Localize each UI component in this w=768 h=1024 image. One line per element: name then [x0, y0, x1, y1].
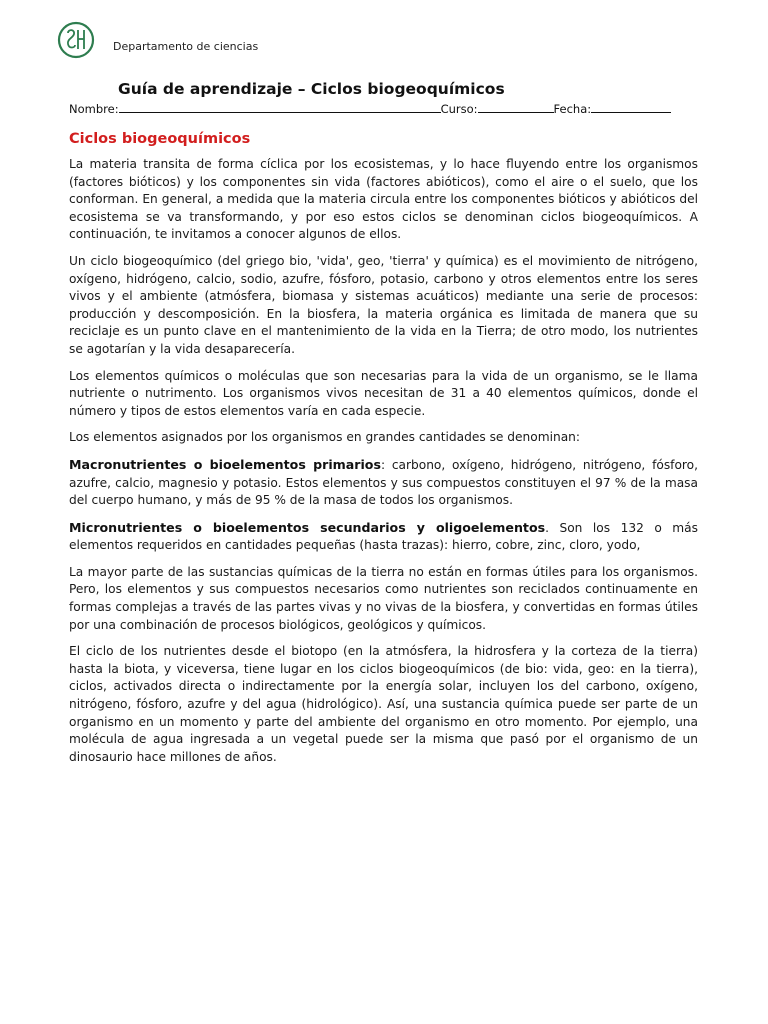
paragraph-nutrient-cycle: El ciclo de los nutrientes desde el biotopo (en la atmósfera, la hidrosfera y la corteza de la tierra) hasta la biota, y viceversa, tiene lugar en los ciclos biogeoquímicos (de bio: vida, geo: en la tierra), ciclos, activados directa o indirectamente por la energía solar, incluyen los del carbono, oxígeno, nitrógeno, fósforo, azufre y del agua (hidrológico). Así, una sustancia química puede ser parte de un organismo en un momento y parte del ambiente del organismo en otro momento. Por ejemplo, una molécula de agua ingresada a un vegetal puede ser la misma que pasó por el organismo de un dinosaurio hace millones de años.	[69, 644, 698, 764]
micronutrients-text: . Son los 132 o más elementos requeridos en cantidades pequeñas (hasta trazas): hierro, cobre, zinc, cloro, yodo,	[69, 520, 698, 553]
paragraph-nutrients: Los elementos químicos o moléculas que son necesarias para la vida de un organismo, se le llama nutriente o nutrimento. Los organismos vivos necesitan de 31 a 40 elementos químicos, donde el número y tipos de estos elementos varía en cada especie.	[69, 368, 698, 418]
course-field[interactable]	[478, 101, 554, 113]
micronutrients-term: Micronutrientes o bioelementos secundarios y oligoelementos	[69, 519, 546, 535]
macronutrients-term: Macronutrientes o bioelementos primarios	[69, 456, 381, 472]
macronutrients-text: : carbono, oxígeno, hidrógeno, nitrógeno, fósforo, azufre, calcio, magnesio y potasio. Estos elementos y sus compuestos constituyen el 97 % de la masa del cuerpo humano, y más de 95 % de la masa de todos los organismos.	[69, 457, 698, 508]
name-field[interactable]	[119, 101, 441, 113]
document-body	[69, 156, 698, 775]
course-label: Curso:	[440, 102, 478, 116]
paragraph-intro: La materia transita de forma cíclica por los ecosistemas, y lo hace fluyendo entre los organismos (factores bióticos) y los componentes sin vida (factores abióticos), como el aire o el suelo, que los conforman. En general, a medida que la materia circula entre los componentes bióticos y abióticos del ecosistema se va transformando, y por eso estos ciclos se denominan ciclos biogeoquímicos. A continuación, te invitamos a conocer algunos de ellos.	[69, 157, 698, 242]
paragraph-recycling: La mayor parte de las sustancias químicas de la tierra no están en formas útiles para los organismos. Pero, los elementos y sus compuestos necesarios como nutrientes son reciclados continuamente en formas complejas a través de las partes vivas y no vivas de la biosfera, y convertidas en formas útiles por una combinación de procesos biológicos, geológicos y químicos.	[69, 564, 698, 632]
department-label: Departamento de ciencias	[113, 40, 259, 53]
section-title: Ciclos biogeoquímicos	[69, 131, 251, 147]
paragraph-definition: Un ciclo biogeoquímico (del griego bio, 'vida', geo, 'tierra' y química) es el movimiento de nitrógeno, oxígeno, hidrógeno, calcio, sodio, azufre, fósforo, potasio, carbono y otros elementos entre los seres vivos y el ambiente (atmósfera, biomasa y sistemas acuáticos) mediante una serie de procesos: producción y descomposición. En la biosfera, la materia orgánica es limitada de manera que su reciclaje es un punto clave en el mantenimiento de la vida en la Tierra; de otro modo, los nutrientes se agotarían y la vida desaparecería.	[69, 253, 698, 356]
name-label: Nombre:	[69, 102, 119, 116]
date-field[interactable]	[591, 101, 671, 113]
paragraph-elements-intro: Los elementos asignados por los organismos en grandes cantidades se denominan:	[69, 430, 580, 445]
paragraph-macronutrients	[69, 456, 698, 510]
date-label: Fecha:	[553, 102, 592, 116]
student-form-line	[69, 101, 671, 116]
paragraph-micronutrients	[69, 519, 698, 555]
school-crest-icon	[56, 20, 96, 60]
page-title: Guía de aprendizaje – Ciclos biogeoquímicos	[118, 80, 505, 98]
